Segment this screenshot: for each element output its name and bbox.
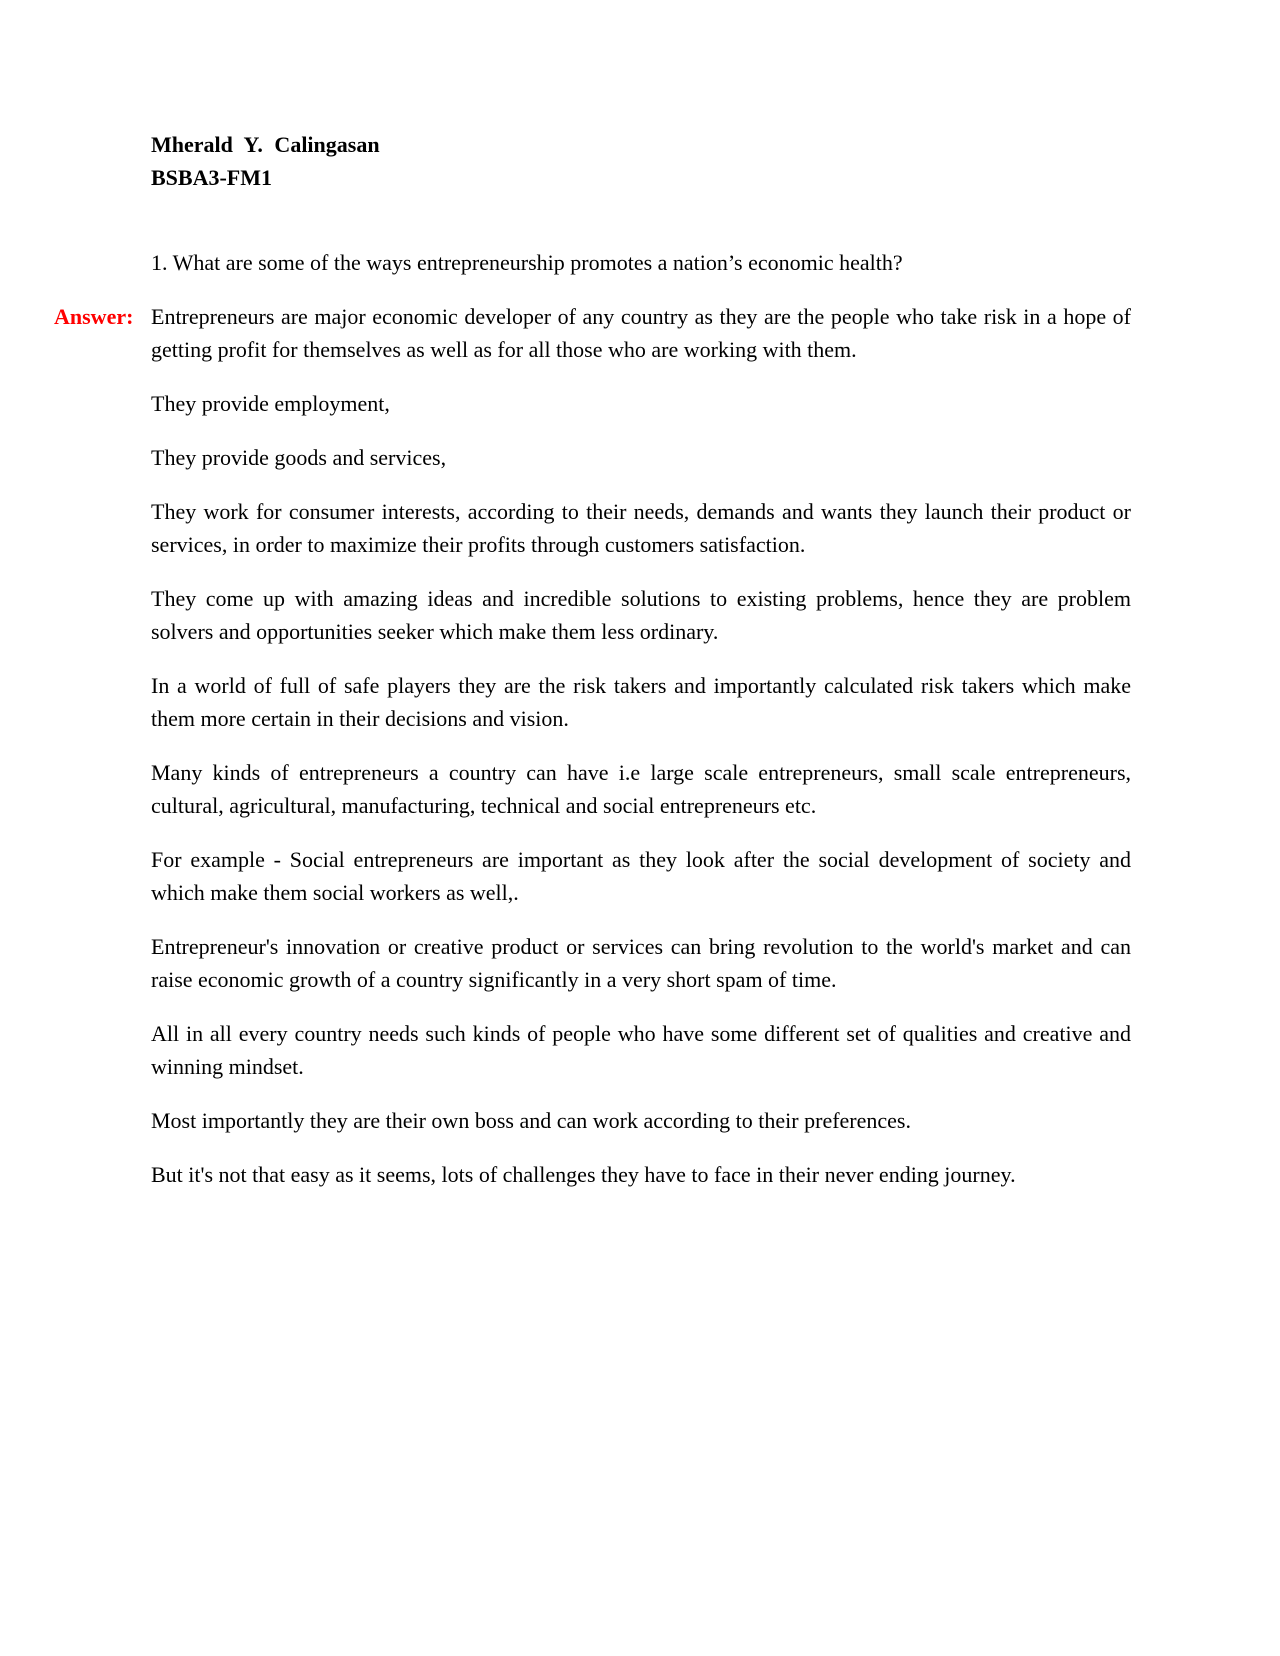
question-text: 1. What are some of the ways entrepreneurship promotes a nation’s economic health? <box>151 250 903 275</box>
answer-paragraph: They come up with amazing ideas and incredible solutions to existing problems, hence they are problem solvers and opportunities seeker which make them less ordinary. <box>151 586 1131 644</box>
answer-paragraph: Entrepreneur's innovation or creative product or services can bring revolution to the world's market and can raise economic growth of a country significantly in a very short spam of time. <box>151 934 1131 992</box>
answer-paragraph: For example - Social entrepreneurs are important as they look after the social development of society and which make them social workers as well,. <box>151 847 1131 905</box>
answer-paragraph: Entrepreneurs are major economic developer of any country as they are the people who take risk in a hope of getting profit for themselves as well as for all those who are working with them. <box>151 304 1131 362</box>
answer-paragraph: They provide employment, <box>151 391 390 416</box>
answer-block <box>54 300 1131 1191</box>
answer-paragraph: They provide goods and services, <box>151 445 447 470</box>
answer-paragraph: But it's not that easy as it seems, lots of challenges they have to face in their never ending journey. <box>151 1162 1016 1187</box>
student-section: BSBA3-FM1 <box>151 165 272 190</box>
student-name: Mherald Y. Calingasan <box>151 132 380 157</box>
answer-paragraph: All in all every country needs such kinds of people who have some different set of qualities and creative and winning mindset. <box>151 1021 1131 1079</box>
answer-paragraph: Most importantly they are their own boss and can work according to their preferences. <box>151 1108 911 1133</box>
answer-paragraph: Many kinds of entrepreneurs a country can have i.e large scale entrepreneurs, small scale entrepreneurs, cultural, agricultural, manufacturing, technical and social entrepreneurs etc. <box>151 760 1131 818</box>
document-content <box>54 128 1131 1212</box>
answer-paragraph: In a world of full of safe players they are the risk takers and importantly calculated risk takers which make them more certain in their decisions and vision. <box>151 673 1131 731</box>
answer-label: Answer: <box>54 304 134 329</box>
answer-paragraph: They work for consumer interests, according to their needs, demands and wants they launch their product or services, in order to maximize their profits through customers satisfaction. <box>151 499 1131 557</box>
